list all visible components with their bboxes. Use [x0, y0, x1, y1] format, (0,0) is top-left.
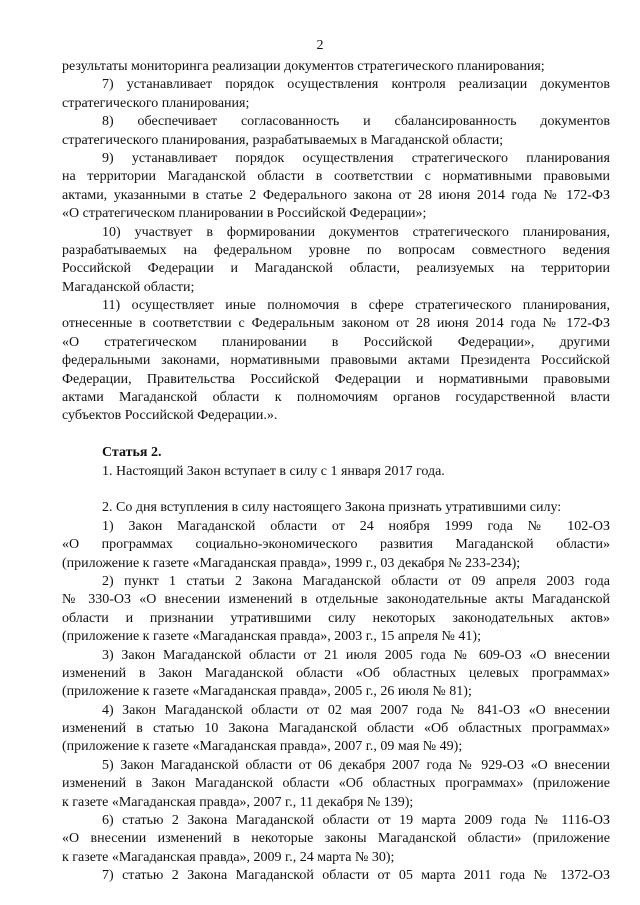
text-line: актами, указанными в статье 2 Федерального закона от 28 июня 2014 года № 172-ФЗ [62, 187, 610, 203]
text-line: изменений в Закон Магаданской области «Об областных целевых программах» [62, 665, 610, 681]
text-line: 1) Закон Магаданской области от 24 ноября 1999 года № 102-ОЗ [102, 518, 610, 534]
text-line: 7) устанавливает порядок осуществления контроля реализации документов [102, 77, 610, 93]
text-line: Федерации, Правительства Российской Федерации и нормативными правовыми [62, 371, 610, 387]
text-line: «О внесении изменений в некоторые законы Магаданской области» (приложение [62, 831, 610, 847]
text-line: 8) обеспечивает согласованность и сбалансированность документов [102, 114, 610, 130]
paragraph [62, 518, 610, 573]
text-line: Магаданской области; [62, 279, 195, 295]
text-line: 3) Закон Магаданской области от 21 июля 2005 года № 609-ОЗ «О внесении [102, 647, 610, 663]
text-line: стратегического планирования, разрабатываемых в Магаданской области; [62, 132, 504, 148]
page-number: 2 [316, 38, 324, 53]
text-line: 5) Закон Магаданской области от 06 декабря 2007 года № 929-ОЗ «О внесении [102, 757, 610, 773]
text-line: федеральными законами, нормативными правовыми актами Президента Российской [62, 353, 610, 369]
paragraph [62, 463, 610, 481]
paragraph [62, 867, 610, 885]
text-line: Статья 2. [102, 445, 162, 461]
paragraph [62, 76, 610, 113]
paragraph [62, 150, 610, 224]
text-line: стратегического планирования; [62, 95, 250, 111]
text-line: 10) участвует в формировании документов стратегического планирования, [102, 224, 610, 240]
text-line: изменений в Закон Магаданской области «Об областных программах» (приложение [62, 776, 610, 792]
text-line: 2. Со дня вступления в силу настоящего Закона признать утратившими силу: [102, 500, 562, 516]
paragraph [62, 757, 610, 812]
text-line: результаты мониторинга реализации документов стратегического планирования; [62, 59, 545, 74]
text-line: «О стратегическом планировании в Российской Федерации», другими [62, 334, 610, 350]
paragraph [62, 297, 610, 426]
text-line: на территории Магаданской области в соответствии с нормативными правовыми [62, 169, 610, 185]
text-line: (приложение к газете «Магаданская правда», 2005 г., 26 июля № 81); [62, 684, 472, 700]
paragraph [62, 647, 610, 702]
text-line: области и признании утратившими силу некоторых законодательных актов» [62, 610, 610, 626]
paragraph [62, 224, 610, 298]
document-body [62, 58, 610, 886]
text-line: субъектов Российской Федерации.». [62, 408, 278, 424]
text-line: изменений в статью 10 Закона Магаданской области «Об областных программах» [62, 721, 610, 737]
paragraph [62, 702, 610, 757]
text-line: разрабатываемых на федеральном уровне по вопросам совместного ведения [62, 242, 610, 258]
text-line: (приложение к газете «Магаданская правда», 2007 г., 09 мая № 49); [62, 739, 463, 755]
text-line: «О стратегическом планировании в Российской Федерации»; [62, 206, 427, 222]
text-line: 4) Закон Магаданской области от 02 мая 2007 года № 841-ОЗ «О внесении [102, 702, 610, 718]
text-line: 1. Настоящий Закон вступает в силу с 1 января 2017 года. [102, 463, 445, 479]
text-line: Российской Федерации и Магаданской области, реализуемых на территории [62, 261, 610, 277]
text-line: 6) статью 2 Закона Магаданской области от 19 марта 2009 года № 1116-ОЗ [102, 813, 610, 829]
text-line: (приложение к газете «Магаданская правда», 2003 г., 15 апреля № 41); [62, 629, 481, 645]
article-heading [62, 444, 610, 462]
paragraph-gap [62, 481, 610, 499]
text-line: (приложение к газете «Магаданская правда», 1999 г., 03 декабря № 233-234); [62, 555, 521, 571]
paragraph [62, 58, 610, 76]
text-line: к газете «Магаданская правда», 2007 г., 11 декабря № 139); [62, 794, 414, 810]
text-line: к газете «Магаданская правда», 2009 г., 24 марта № 30); [62, 849, 395, 865]
paragraph-gap [62, 426, 610, 444]
paragraph [62, 812, 610, 867]
text-line: актами Магаданской области к полномочиям органов государственной власти [62, 390, 610, 406]
text-line: «О программах социально-экономического развития Магаданской области» [62, 537, 610, 553]
text-line: № 330-ОЗ «О внесении изменений в отдельные законодательные акты Магаданской [62, 592, 610, 608]
text-line: 9) устанавливает порядок осуществления стратегического планирования [102, 150, 610, 166]
text-line: 2) пункт 1 статьи 2 Закона Магаданской области от 09 апреля 2003 года [102, 573, 610, 589]
paragraph [62, 113, 610, 150]
text-line: 11) осуществляет иные полномочия в сфере стратегического планирования, [102, 298, 610, 314]
text-line: 7) статью 2 Закона Магаданской области от 05 марта 2011 года № 1372-ОЗ [102, 868, 610, 884]
paragraph [62, 499, 610, 517]
paragraph [62, 573, 610, 647]
text-line: отнесенные в соответствии с Федеральным законом от 28 июня 2014 года № 172-ФЗ [62, 316, 610, 332]
